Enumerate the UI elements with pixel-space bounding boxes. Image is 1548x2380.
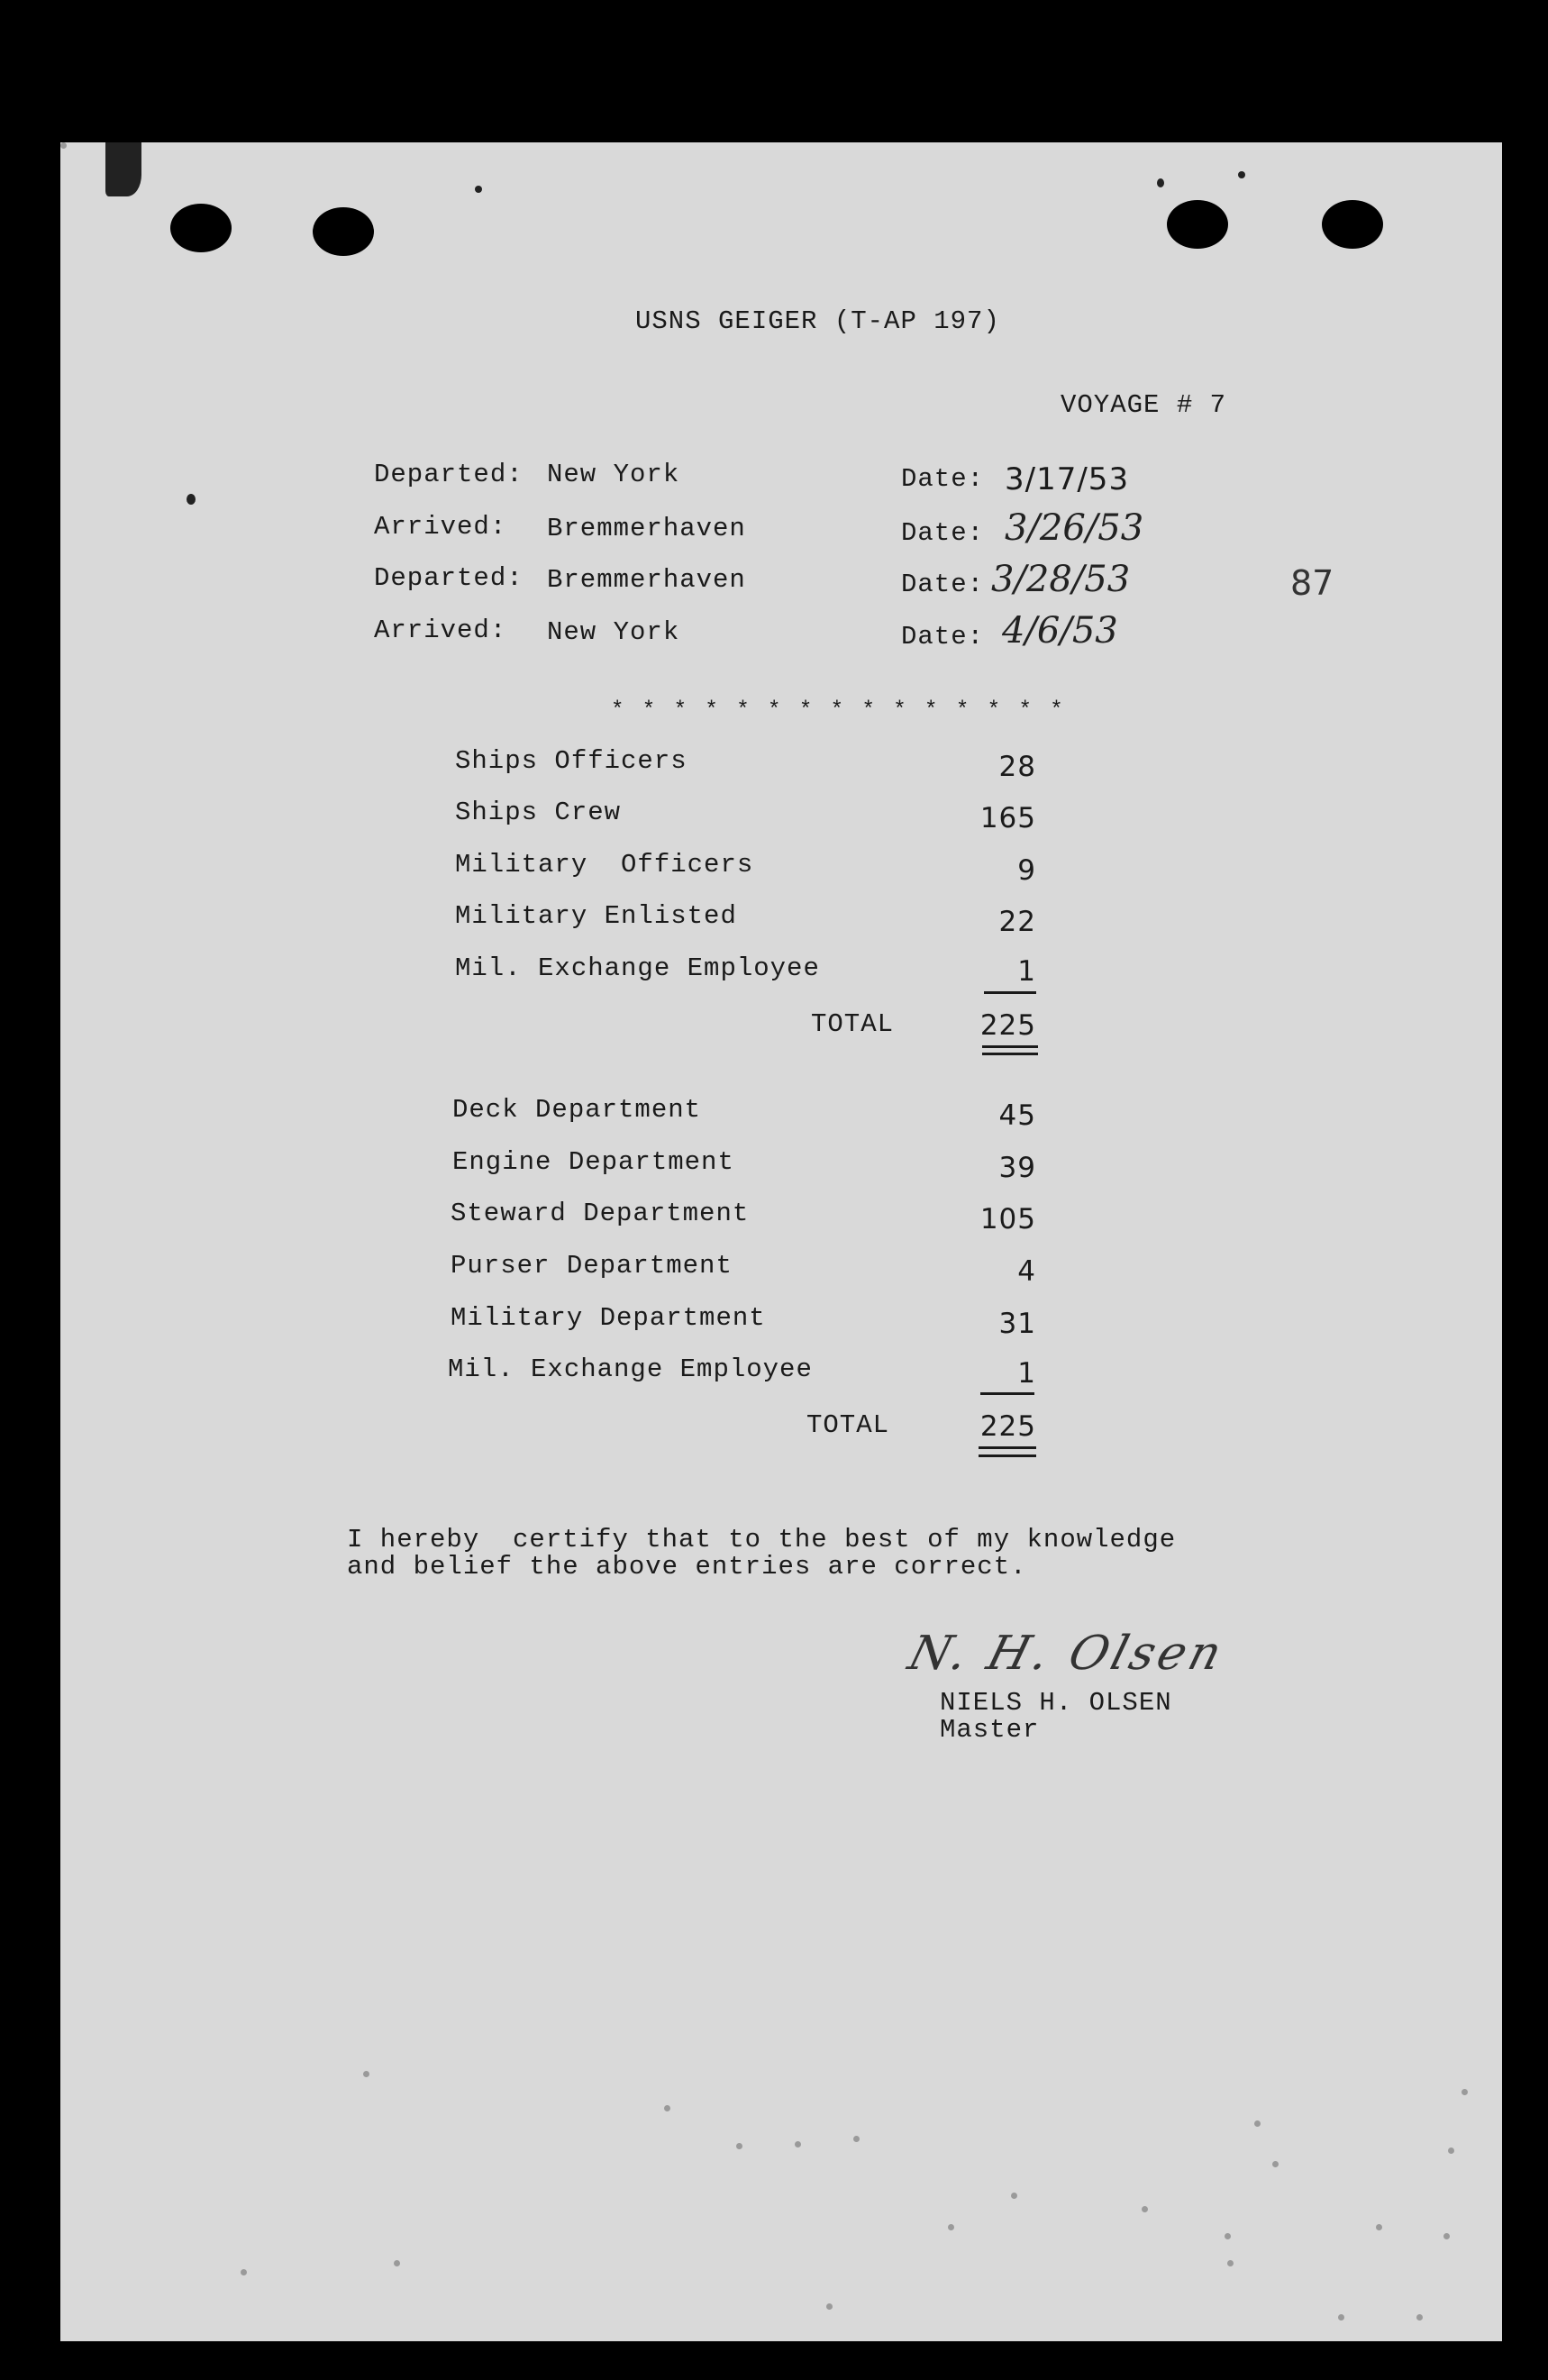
speck <box>1272 2161 1279 2167</box>
table-row-label: Mil. Exchange Employee <box>448 1354 813 1384</box>
certification-line: I hereby certify that to the best of my knowledge <box>347 1525 1177 1555</box>
itinerary-date: 3/28/53 <box>991 559 1131 600</box>
subtotal-rule <box>980 1392 1034 1395</box>
margin-number: 87 <box>1290 563 1334 603</box>
table-row-label: Deck Department <box>452 1095 702 1125</box>
table-row-label: Engine Department <box>452 1147 734 1177</box>
signatory-name: NIELS H. OLSEN <box>940 1688 1172 1718</box>
itinerary-date-label: Date: <box>901 464 985 494</box>
ink-mark <box>187 494 196 505</box>
itinerary-date: 3/26/53 <box>1005 507 1144 549</box>
table-row-value: 9 <box>1017 854 1036 887</box>
subtotal-rule <box>984 991 1036 994</box>
signature: N. H. Olsen <box>902 1627 1231 1681</box>
document-page <box>60 142 1502 2341</box>
total-label: TOTAL <box>811 1009 895 1039</box>
total-double-rule <box>979 1446 1036 1449</box>
ink-mark <box>1157 178 1164 187</box>
speck <box>795 2141 801 2147</box>
table-row-value: 1 <box>1017 955 1036 988</box>
speck <box>1461 2089 1468 2095</box>
ink-mark <box>1238 171 1245 178</box>
itinerary-date: 3/17/53 <box>1005 461 1130 497</box>
ink-mark <box>475 186 482 193</box>
speck <box>1448 2147 1454 2154</box>
speck <box>826 2303 833 2310</box>
itinerary-date-label: Date: <box>901 518 985 548</box>
speck <box>736 2143 742 2149</box>
punch-hole <box>170 204 232 252</box>
total-double-rule <box>982 1045 1038 1048</box>
itinerary-date-label: Date: <box>901 570 985 599</box>
itinerary-label: Departed: <box>374 460 524 489</box>
speck <box>1227 2260 1234 2266</box>
voyage-number: VOYAGE # 7 <box>1061 390 1227 420</box>
itinerary-date: 4/6/53 <box>1002 610 1118 652</box>
itinerary-label: Arrived: <box>374 512 507 542</box>
table-row-value: 39 <box>998 1152 1036 1184</box>
itinerary-label: Arrived: <box>374 616 507 645</box>
table-row-label: Purser Department <box>451 1251 733 1281</box>
speck <box>1376 2224 1382 2230</box>
total-label: TOTAL <box>806 1410 890 1440</box>
total-double-rule <box>979 1454 1036 1457</box>
speck <box>60 142 67 149</box>
itinerary-label: Departed: <box>374 563 524 593</box>
speck <box>1225 2233 1231 2239</box>
itinerary-place: New York <box>547 617 680 647</box>
punch-hole <box>313 207 374 256</box>
table-row-value: 165 <box>979 802 1036 834</box>
speck <box>664 2105 670 2111</box>
speck <box>1338 2314 1344 2321</box>
itinerary-place: New York <box>547 460 680 489</box>
certification-line: and belief the above entries are correct. <box>347 1552 1027 1582</box>
total-value: 225 <box>979 1410 1036 1443</box>
punch-hole <box>1167 200 1228 249</box>
punch-hole <box>1322 200 1383 249</box>
ink-mark <box>105 142 141 196</box>
table-row-label: Ships Officers <box>455 746 687 776</box>
speck <box>853 2136 860 2142</box>
table-row-value: 31 <box>998 1308 1036 1340</box>
asterisk-separator: * * * * * * * * * * * * * * * <box>611 698 1066 723</box>
speck <box>1443 2233 1450 2239</box>
table-row-label: Ships Crew <box>455 798 622 827</box>
speck <box>1011 2193 1017 2199</box>
table-row-label: Military Enlisted <box>455 901 737 931</box>
document-title: USNS GEIGER (T-AP 197) <box>635 306 1000 336</box>
speck <box>394 2260 400 2266</box>
itinerary-place: Bremmerhaven <box>547 565 746 595</box>
total-double-rule <box>982 1053 1038 1055</box>
total-value: 225 <box>979 1009 1036 1042</box>
table-row-value: 1 <box>1017 1357 1036 1390</box>
table-row-value: 22 <box>998 906 1036 938</box>
speck <box>1416 2314 1423 2321</box>
table-row-value: 45 <box>998 1099 1036 1132</box>
speck <box>948 2224 954 2230</box>
signatory-title: Master <box>940 1715 1040 1745</box>
table-row-value: 28 <box>998 751 1036 783</box>
speck <box>363 2071 369 2077</box>
itinerary-place: Bremmerhaven <box>547 514 746 543</box>
table-row-value: 4 <box>1017 1255 1036 1288</box>
itinerary-date-label: Date: <box>901 622 985 652</box>
speck <box>1142 2206 1148 2212</box>
table-row-label: Mil. Exchange Employee <box>455 953 820 983</box>
table-row-label: Steward Department <box>451 1199 750 1228</box>
table-row-value: 105 <box>979 1203 1036 1236</box>
table-row-label: Military Officers <box>455 850 754 880</box>
speck <box>1254 2120 1261 2127</box>
table-row-label: Military Department <box>451 1303 766 1333</box>
speck <box>241 2269 247 2275</box>
